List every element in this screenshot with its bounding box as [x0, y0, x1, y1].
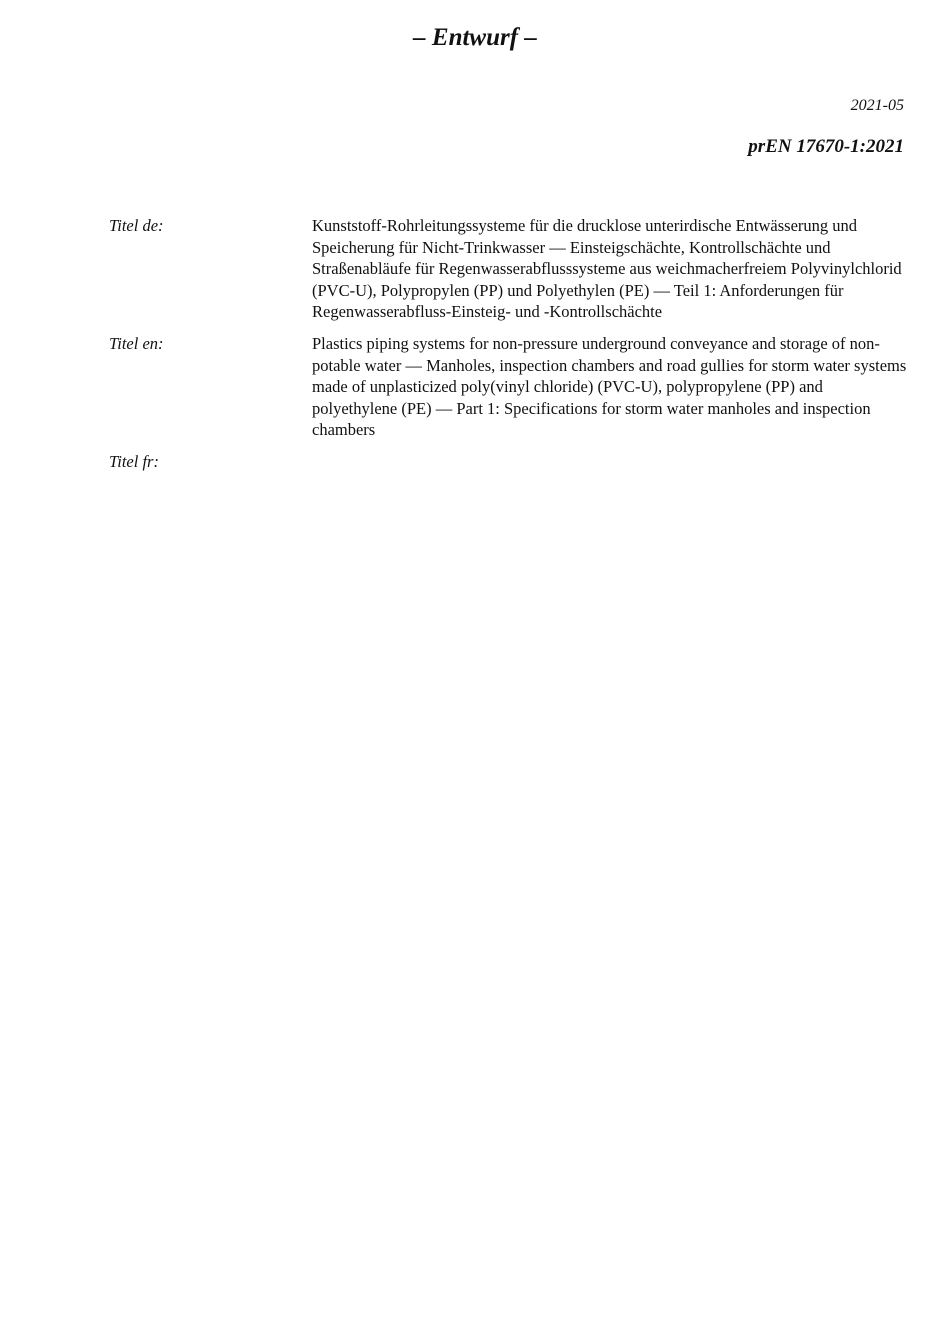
title-row-de — [109, 215, 909, 323]
title-label-fr: Titel fr: — [109, 451, 159, 471]
title-table — [109, 215, 909, 483]
document-number: prEN 17670-1:2021 — [748, 136, 904, 157]
title-label-en: Titel en: — [109, 333, 164, 353]
title-row-en — [109, 333, 909, 441]
title-row-fr — [109, 451, 909, 473]
document-date: 2021-05 — [850, 97, 904, 114]
draft-mark: – Entwurf – — [413, 24, 537, 51]
title-value-en: Plastics piping systems for non-pressure underground conveyance and storage of non-potable water — Manholes, inspection chambers and road gullies for storm water systems made of unplasticized poly(vinyl chloride) (PVC-U), polypropylene (PP) and polyethylene (PE) — Part 1: Specifications for storm water manholes and inspection chambers — [312, 333, 907, 440]
title-value-fr — [312, 451, 909, 473]
title-label-de: Titel de: — [109, 216, 164, 235]
title-value-de: Kunststoff-Rohrleitungssysteme für die drucklose unterirdische Entwässerung und Speicherung für Nicht-Trinkwasser — Einsteigschächte, Kontrollschächte und Straßenabläufe für Regenwasserabflusssysteme aus weichmacherfreiem Polyvinylchlorid (PVC-U), Polypropylen (PP) und Polyethylen (PE) — Teil 1: Anforderungen für Regenwasserabfluss-Einsteig- und -Kontrollschächte — [312, 216, 902, 322]
